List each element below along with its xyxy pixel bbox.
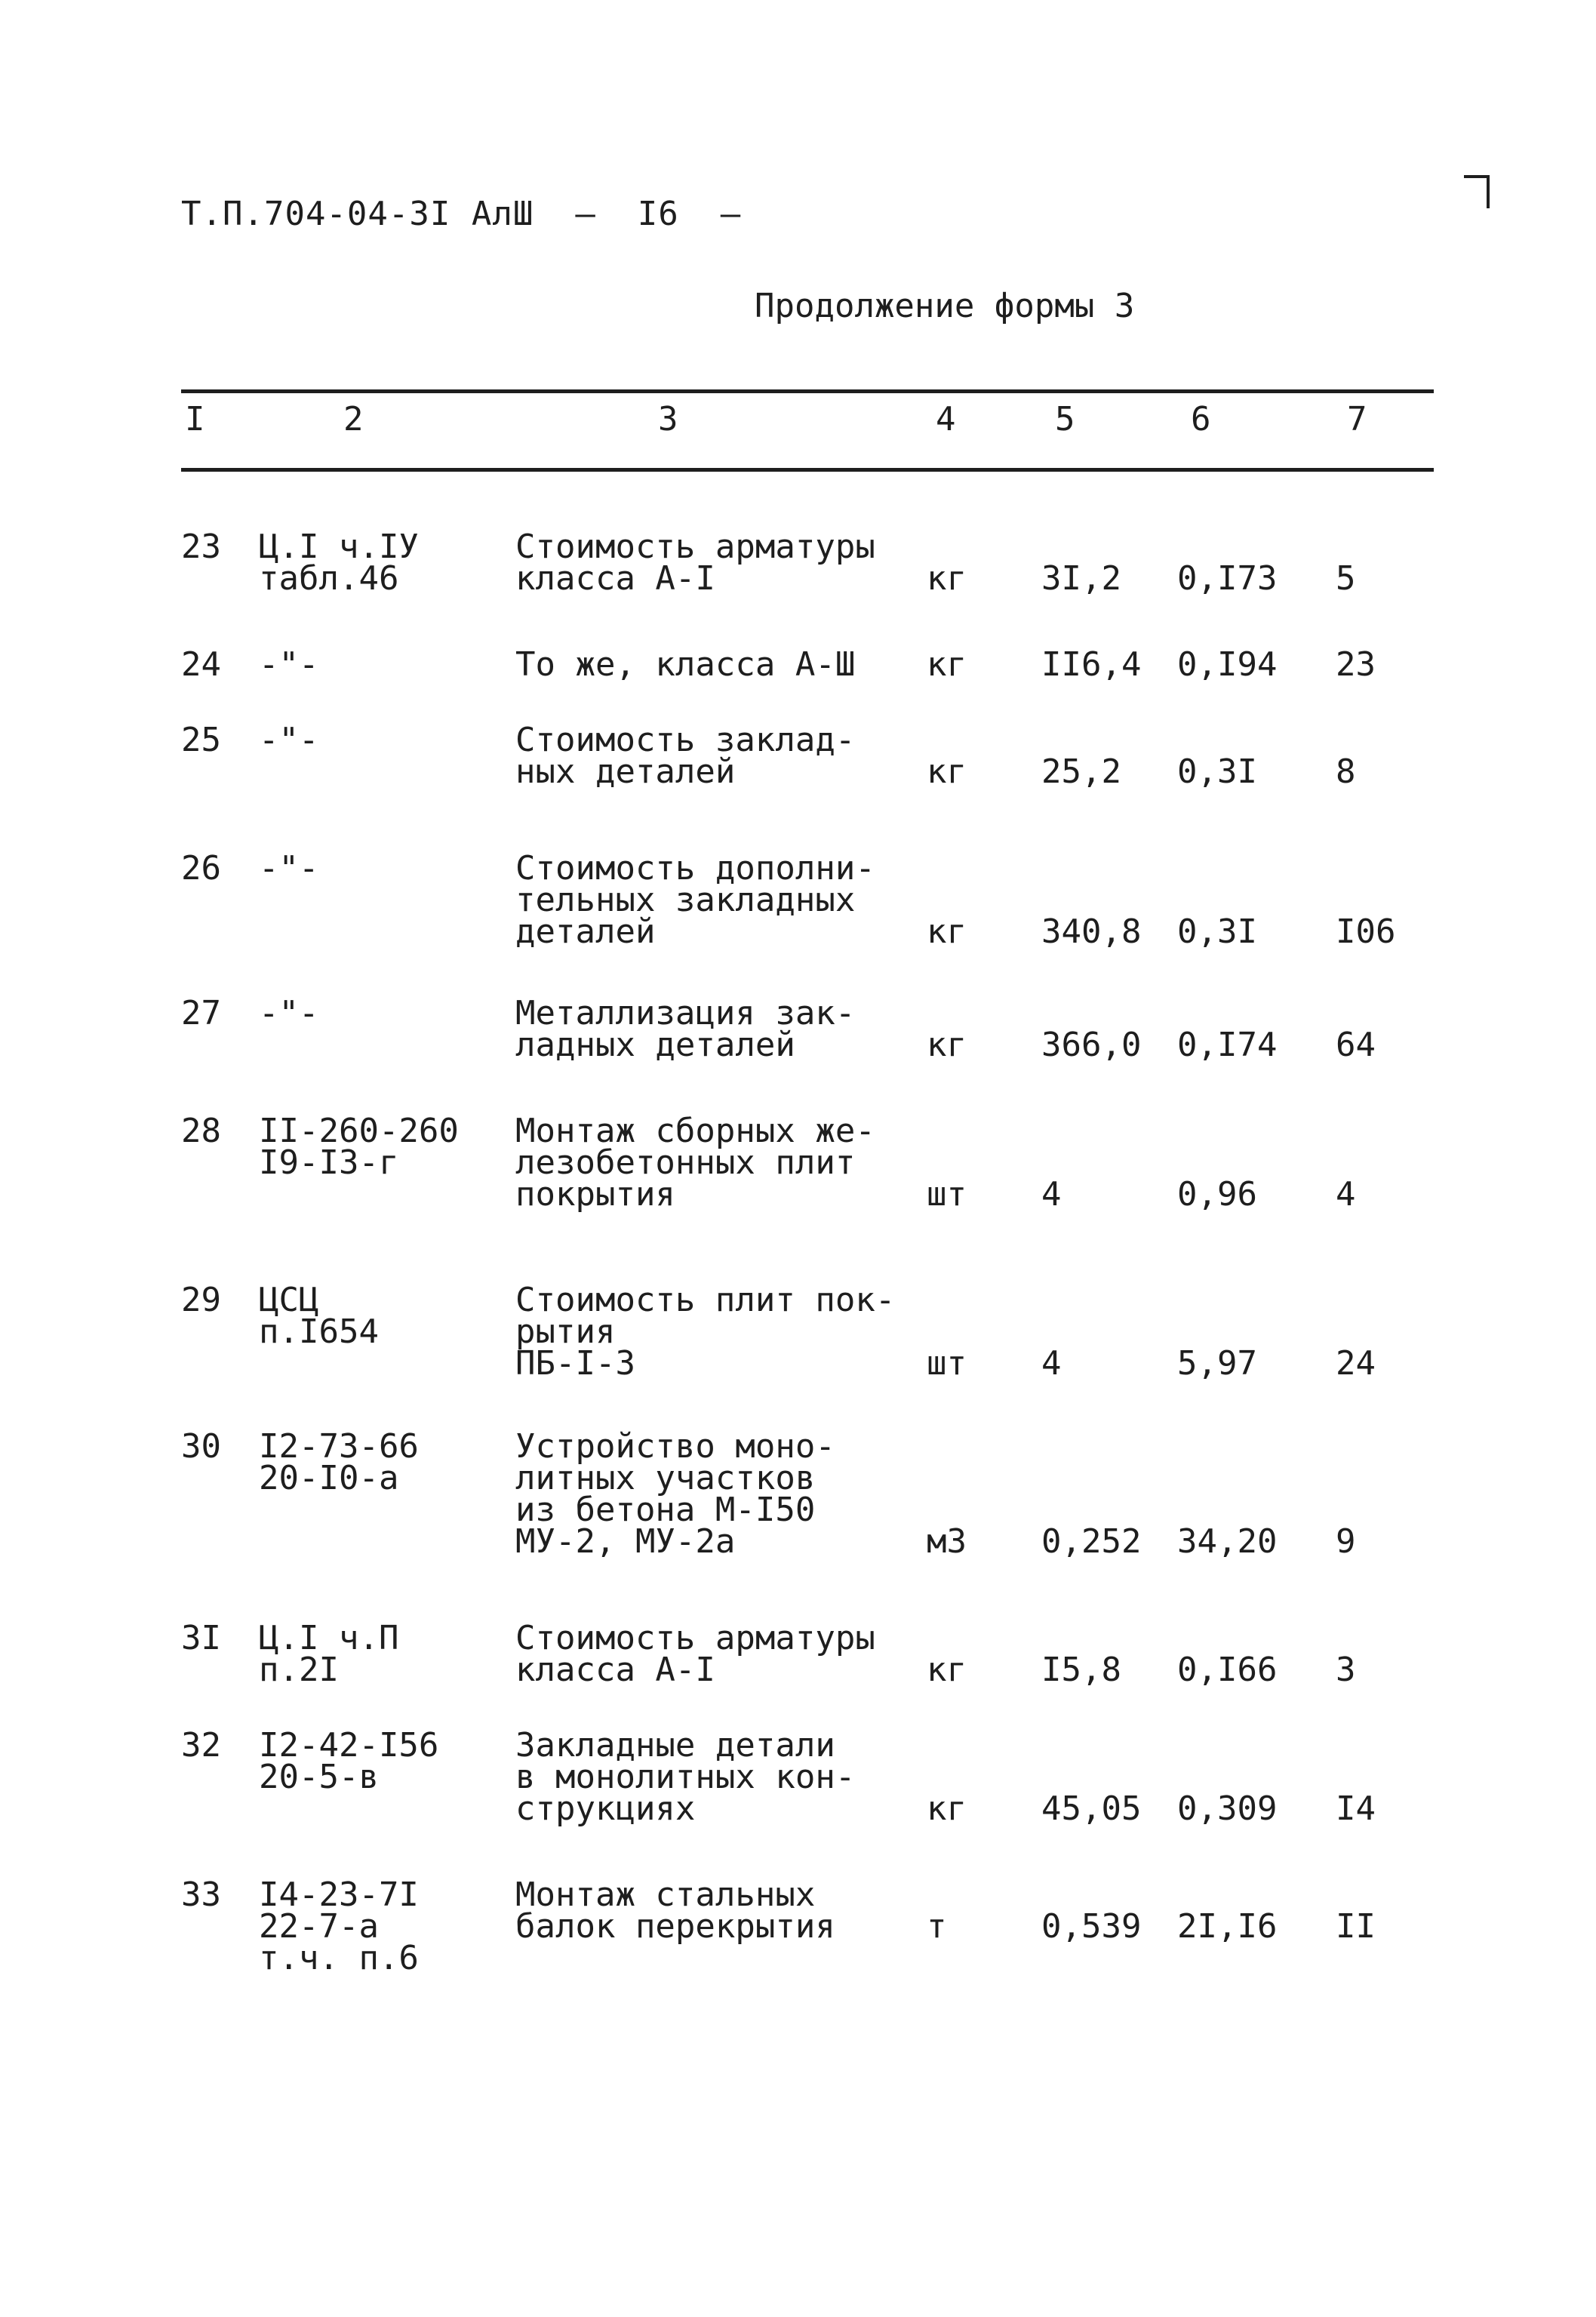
table-row — [0, 528, 1596, 598]
row-number: 26 — [181, 849, 221, 888]
row-unit: кг — [927, 1651, 967, 1689]
table-row — [0, 721, 1596, 791]
row-description — [515, 994, 856, 1064]
row-description-line: струкциях — [515, 1789, 696, 1828]
table-top-rule — [181, 389, 1434, 393]
row-reference-line: п.2I — [259, 1651, 339, 1689]
table-row — [0, 645, 1596, 684]
column-header-6: 6 — [1191, 400, 1211, 438]
row-number: 3I — [181, 1619, 221, 1657]
row-total: 8 — [1336, 752, 1356, 791]
row-quantity: 3I,2 — [1041, 559, 1121, 598]
row-reference-line: I2-42-I56 — [259, 1726, 439, 1765]
row-quantity: 4 — [1041, 1175, 1062, 1214]
row-reference-line: I4-23-7I — [259, 1875, 419, 1914]
row-total: I4 — [1336, 1789, 1376, 1828]
row-description-line: То же, класса А-Ш — [515, 645, 856, 684]
row-quantity: 25,2 — [1041, 752, 1121, 791]
table-row — [0, 1726, 1596, 1828]
row-description-line: Стоимость заклад- — [515, 721, 856, 759]
row-reference-line: 22-7-а — [259, 1907, 379, 1946]
row-description-line: покрытия — [515, 1175, 675, 1214]
row-quantity: 4 — [1041, 1344, 1062, 1383]
row-quantity: 366,0 — [1041, 1026, 1142, 1064]
row-description-line: Стоимость арматуры — [515, 1619, 875, 1657]
row-description-line: Стоимость арматуры — [515, 528, 875, 566]
column-header-1: I — [185, 400, 205, 438]
row-total: I06 — [1336, 912, 1396, 951]
row-description-line: класса А-I — [515, 1651, 715, 1689]
row-number: 32 — [181, 1726, 221, 1765]
row-total: 23 — [1336, 645, 1376, 684]
row-reference-line: II-260-260 — [259, 1112, 459, 1150]
table-header-rule — [181, 468, 1434, 472]
row-reference-line: т.ч. п.6 — [259, 1939, 419, 1977]
row-reference-line: -"- — [259, 645, 319, 684]
row-reference-line: -"- — [259, 994, 319, 1032]
row-quantity: 0,252 — [1041, 1522, 1142, 1561]
row-unit-price: 0,309 — [1177, 1789, 1278, 1828]
row-description — [515, 1726, 856, 1828]
row-total: 5 — [1336, 559, 1356, 598]
row-unit: кг — [927, 752, 967, 791]
row-reference-line: 20-I0-а — [259, 1459, 399, 1497]
row-description — [515, 1619, 875, 1689]
row-description — [515, 645, 856, 684]
row-unit-price: 0,3I — [1177, 752, 1257, 791]
document-code: Т.П.704-04-3I АлШ — I6 — — [181, 195, 742, 233]
row-description — [515, 1875, 835, 1946]
row-number: 24 — [181, 645, 221, 684]
row-number: 27 — [181, 994, 221, 1032]
row-unit-price: 2I,I6 — [1177, 1907, 1278, 1946]
row-unit: шт — [927, 1344, 967, 1383]
table-row — [0, 1112, 1596, 1214]
row-unit-price: 0,96 — [1177, 1175, 1257, 1214]
row-unit: м3 — [927, 1522, 967, 1561]
row-reference — [259, 994, 319, 1032]
row-description-line: Закладные детали — [515, 1726, 835, 1765]
row-unit: кг — [927, 645, 967, 684]
row-total: 64 — [1336, 1026, 1376, 1064]
row-reference-line: Ц.I ч.IУ — [259, 528, 419, 566]
row-unit-price: 0,I73 — [1177, 559, 1278, 598]
row-description-line: Устройство моно- — [515, 1427, 835, 1466]
row-number: 23 — [181, 528, 221, 566]
row-quantity: II6,4 — [1041, 645, 1142, 684]
row-description-line: лезобетонных плит — [515, 1143, 856, 1182]
row-total: 9 — [1336, 1522, 1356, 1561]
row-description-line: Стоимость дополни- — [515, 849, 875, 888]
row-reference — [259, 721, 319, 759]
column-header-3: 3 — [658, 400, 678, 438]
row-quantity: 340,8 — [1041, 912, 1142, 951]
row-description — [515, 528, 875, 598]
column-header-5: 5 — [1055, 400, 1075, 438]
row-description-line: литных участков — [515, 1459, 816, 1497]
row-number: 28 — [181, 1112, 221, 1150]
row-description-line: ных деталей — [515, 752, 736, 791]
table-row — [0, 1427, 1596, 1561]
row-description-line: в монолитных кон- — [515, 1758, 856, 1796]
row-number: 33 — [181, 1875, 221, 1914]
row-unit-price: 34,20 — [1177, 1522, 1278, 1561]
corner-mark — [1464, 175, 1490, 208]
row-number: 30 — [181, 1427, 221, 1466]
row-description — [515, 849, 875, 951]
row-reference-line: ЦСЦ — [259, 1281, 319, 1319]
row-quantity: 45,05 — [1041, 1789, 1142, 1828]
row-reference-line: -"- — [259, 849, 319, 888]
row-description-line: балок перекрытия — [515, 1907, 835, 1946]
row-unit: шт — [927, 1175, 967, 1214]
row-description-line: ПБ-I-3 — [515, 1344, 635, 1383]
row-reference — [259, 1112, 459, 1182]
row-reference — [259, 1427, 419, 1497]
row-total: 3 — [1336, 1651, 1356, 1689]
form-continuation-title: Продолжение формы 3 — [755, 287, 1135, 325]
row-quantity: I5,8 — [1041, 1651, 1121, 1689]
row-reference — [259, 849, 319, 888]
row-unit: кг — [927, 1026, 967, 1064]
row-description-line: класса А-I — [515, 559, 715, 598]
row-reference — [259, 528, 419, 598]
table-row — [0, 994, 1596, 1064]
row-number: 25 — [181, 721, 221, 759]
row-unit: кг — [927, 912, 967, 951]
row-description-line: МУ-2, МУ-2а — [515, 1522, 736, 1561]
row-reference-line: п.I654 — [259, 1312, 379, 1351]
row-description-line: рытия — [515, 1312, 616, 1351]
row-description-line: Металлизация зак- — [515, 994, 856, 1032]
row-total: 4 — [1336, 1175, 1356, 1214]
row-description-line: Стоимость плит пок- — [515, 1281, 896, 1319]
row-description — [515, 721, 856, 791]
row-reference — [259, 645, 319, 684]
row-reference-line: -"- — [259, 721, 319, 759]
row-reference — [259, 1875, 419, 1977]
table-row — [0, 1619, 1596, 1689]
row-reference-line: Ц.I ч.П — [259, 1619, 399, 1657]
row-description — [515, 1281, 896, 1383]
row-total: 24 — [1336, 1344, 1376, 1383]
row-description — [515, 1112, 875, 1214]
column-header-2: 2 — [343, 400, 364, 438]
row-unit-price: 0,I74 — [1177, 1026, 1278, 1064]
row-description-line: деталей — [515, 912, 656, 951]
row-reference — [259, 1619, 399, 1689]
table-row — [0, 849, 1596, 951]
table-row — [0, 1875, 1596, 1977]
row-reference — [259, 1281, 379, 1351]
row-unit-price: 0,I94 — [1177, 645, 1278, 684]
row-quantity: 0,539 — [1041, 1907, 1142, 1946]
row-description-line: Монтаж сборных же- — [515, 1112, 875, 1150]
row-unit: кг — [927, 1789, 967, 1828]
column-header-7: 7 — [1347, 400, 1367, 438]
row-unit-price: 0,3I — [1177, 912, 1257, 951]
row-total: II — [1336, 1907, 1376, 1946]
row-unit-price: 5,97 — [1177, 1344, 1257, 1383]
row-description-line: ладных деталей — [515, 1026, 795, 1064]
row-description-line: тельных закладных — [515, 881, 856, 919]
row-unit-price: 0,I66 — [1177, 1651, 1278, 1689]
row-number: 29 — [181, 1281, 221, 1319]
row-unit: кг — [927, 559, 967, 598]
row-reference-line: I2-73-66 — [259, 1427, 419, 1466]
row-description — [515, 1427, 835, 1561]
row-unit: т — [927, 1907, 947, 1946]
row-description-line: Монтаж стальных — [515, 1875, 816, 1914]
row-description-line: из бетона М-I50 — [515, 1491, 816, 1529]
column-header-4: 4 — [936, 400, 956, 438]
row-reference-line: 20-5-в — [259, 1758, 379, 1796]
table-row — [0, 1281, 1596, 1383]
row-reference-line: табл.46 — [259, 559, 399, 598]
row-reference-line: I9-I3-г — [259, 1143, 399, 1182]
row-reference — [259, 1726, 439, 1796]
